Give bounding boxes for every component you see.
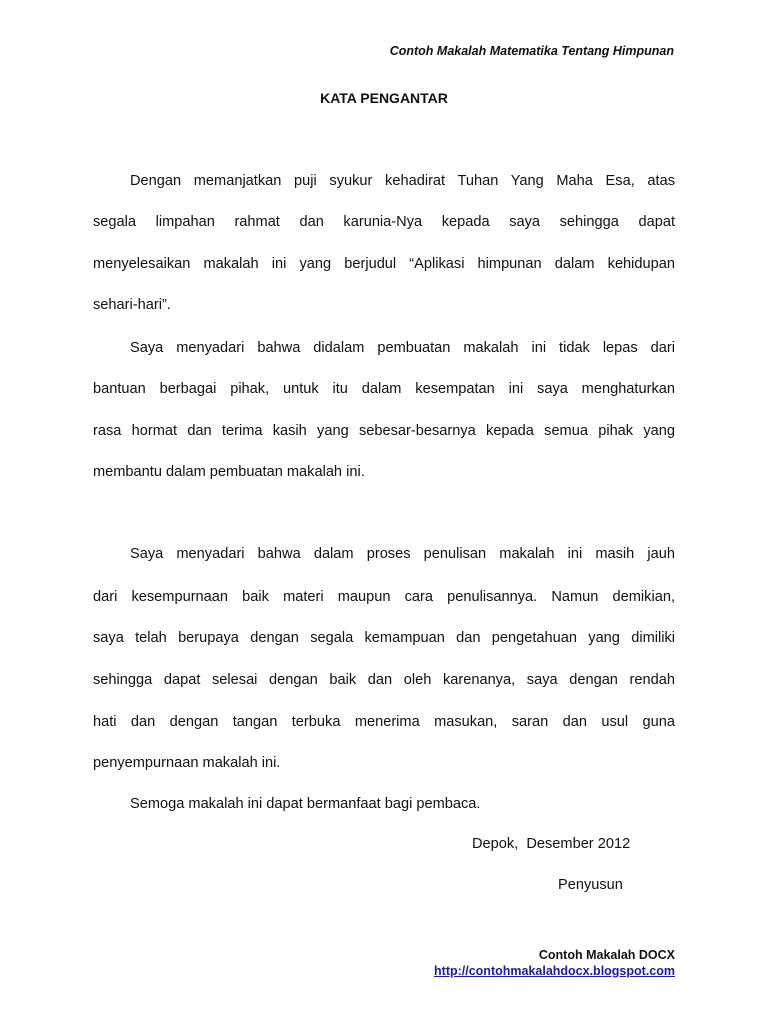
running-header: Contoh Makalah Matematika Tentang Himpunan: [389, 44, 674, 58]
text-line: hati dan dengan tangan terbuka menerima masukan, saran dan usul guna: [93, 714, 675, 730]
text-line: sehari-hari”.: [93, 297, 171, 313]
page-title: KATA PENGANTAR: [320, 90, 448, 106]
text-line: Dengan memanjatkan puji syukur kehadirat Tuhan Yang Maha Esa, atas: [130, 173, 675, 189]
text-line: membantu dalam pembuatan makalah ini.: [93, 464, 365, 480]
footer-link[interactable]: http://contohmakalahdocx.blogspot.com: [434, 964, 675, 978]
text-line: bantuan berbagai pihak, untuk itu dalam kesempatan ini saya menghaturkan: [93, 381, 675, 397]
text-line: Saya menyadari bahwa dalam proses penulisan makalah ini masih jauh: [130, 546, 675, 562]
text-line: Saya menyadari bahwa didalam pembuatan makalah ini tidak lepas dari: [130, 340, 675, 356]
text-line: dari kesempurnaan baik materi maupun cara penulisannya. Namun demikian,: [93, 589, 675, 605]
footer-label: Contoh Makalah DOCX: [538, 948, 675, 962]
text-line: Semoga makalah ini dapat bermanfaat bagi pembaca.: [130, 796, 481, 812]
text-line: menyelesaikan makalah ini yang berjudul “Aplikasi himpunan dalam kehidupan: [93, 256, 675, 272]
text-line: sehingga dapat selesai dengan baik dan oleh karenanya, saya dengan rendah: [93, 672, 675, 688]
text-line: penyempurnaan makalah ini.: [93, 755, 281, 771]
signer: Penyusun: [558, 877, 623, 893]
text-line: segala limpahan rahmat dan karunia-Nya kepada saya sehingga dapat: [93, 214, 675, 230]
place-date: Depok, Desember 2012: [472, 836, 631, 852]
text-line: saya telah berupaya dengan segala kemampuan dan pengetahuan yang dimiliki: [93, 630, 675, 646]
text-line: rasa hormat dan terima kasih yang sebesar-besarnya kepada semua pihak yang: [93, 423, 675, 439]
